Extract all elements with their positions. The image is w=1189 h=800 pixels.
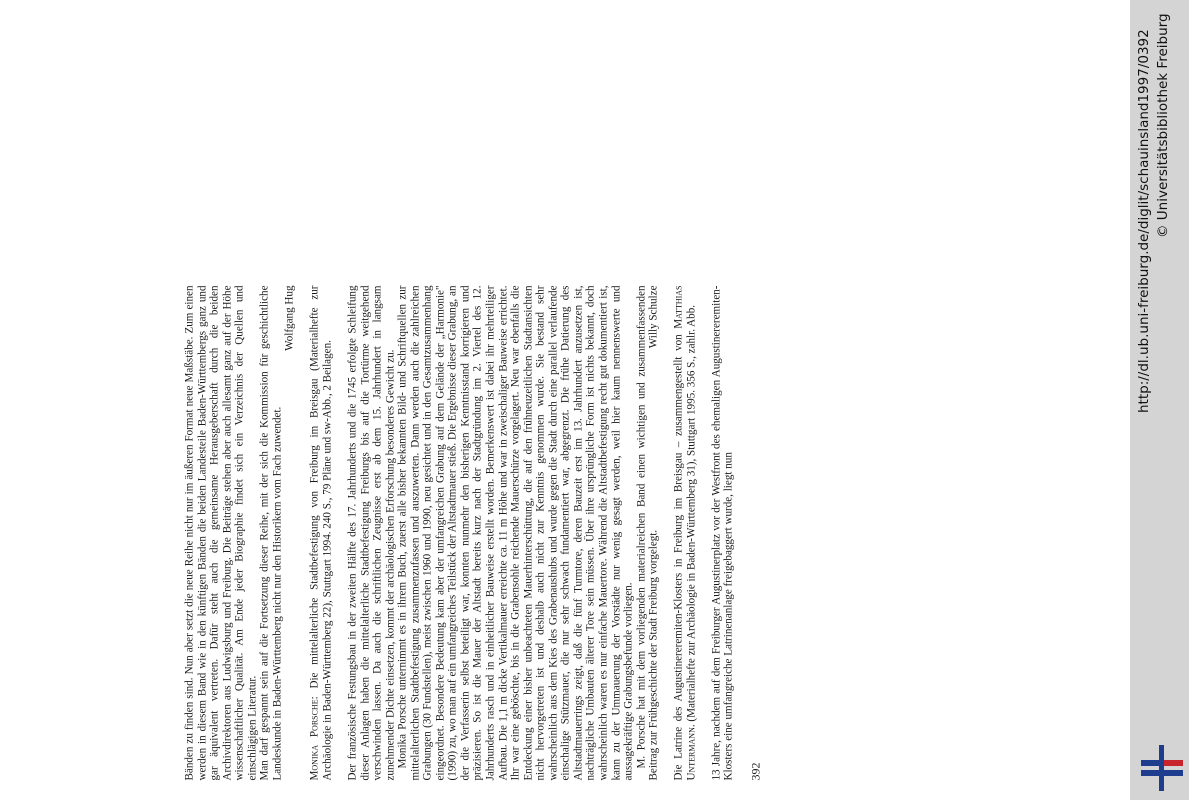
review-citation-porsche: : Die mittelalterliche Stadtbefestigung von Freiburg im Breisgau (Materialhefte zur Archäologie in Baden-Württemberg 22), Stuttgart 1994. 240 S., 79 Pläne und sw-Abb., 2 Beilagen. — [308, 285, 334, 781]
author-untermann: Matthias Untermann — [672, 285, 698, 781]
review-heading-porsche — [309, 286, 334, 781]
copyright-notice: © Universitätsbibliothek Freiburg — [1155, 13, 1171, 238]
signature-schulze: Willy Schulze — [647, 285, 660, 349]
review-heading-latrine — [673, 286, 698, 781]
paragraph-2: Man darf gespannt sein auf die Fortsetzung dieser Reihe, mit der sich die Kommission für geschichtliche Landeskunde in Baden-Württemberg nicht nur den Historikern vom Fach zuwendet. — [258, 285, 284, 781]
signature-hug: Wolfgang Hug — [283, 285, 296, 351]
author-porsche: Monika Porsche — [308, 699, 321, 781]
paragraph-1: Bänden zu finden sind. Nun aber setzt die neue Reihe nicht nur im äußeren Format neue Maßstäbe. Zum einen werden in diesem Band wie in den künftigen Bänden die beiden Landesteile Baden-Württembergs ganz und gar äquivalent vertreten. Dafür steht auch die gemeinsame Herausgeberschaft durch die beiden Archivdirektoren aus Ludwigsburg und Freiburg. Die Beiträge stehen aber auch allesamt ganz auf der Höhe wissenschaftlicher Qualität. Am Ende jeder Biographie findet sich ein Verzeichnis der Quellen und einschlägigen Literatur. — [183, 285, 259, 781]
page-number: 392 — [748, 762, 763, 781]
paragraph-porsche-summary — [635, 286, 660, 781]
rotated-text-column — [184, 286, 954, 781]
summary-text: M. Porsche hat mit dem vorliegenden materialreichen Band einen wichtigen und zusammenfassenden Beitrag zur Frühgeschichte der Stadt Freiburg vorgelegt. — [635, 285, 660, 781]
latrine-title: Die Latrine des Augustinereremiten-Klosters in Freiburg im Breisgau – zusammengestellt von — [672, 328, 685, 781]
ub-freiburg-logo-icon — [1141, 745, 1183, 791]
source-url-link[interactable]: http://dl.ub.uni-freiburg.de/diglit/schauinsland1997/0392 — [1136, 29, 1152, 413]
sidebar-text — [1130, 0, 1189, 800]
paragraph-latrine-start: 13 Jahre, nachdem auf dem Freiburger Augustinerplatz vor der Westfront des ehemaligen Augustinereremiten-Klosters eine umfangreiche Latrinenanlage freigebaggert wurde, liegt nun — [710, 285, 735, 781]
paragraph-porsche-buch: Monika Porsche unternimmt es in ihrem Buch, zuerst alle bisher bekannten Bild- und Schriftquellen zur mittelalterlichen Stadtbefestigung zusammenzufassen und auszuwerten. Dann werden auch die zahlreichen Grabungen (30 Fundstellen), meist zwischen 1960 und 1990, neu gesichtet und in den Gesamtzusammenhang eingeordnet. Besondere Bedeutung kam aber der umfangreichen Grabung auf dem Gelände der „Harmonie" (1990) zu, wo man auf ein umfangreiches Teilstück der Altstadtmauer stieß. Die Ergebnisse dieser Grabung, an der die Verfasserin selbst beteiligt war, konnten nunmehr den bisherigen Kenntnisstand korrigieren und präzisieren. So ist die Mauer der Altstadt bereits kurz nach der Stadtgründung im 2. Viertel des 12. Jahrhunderts rasch und in einheitlicher Bauweise erstellt worden. Bemerkenswert ist dabei ihr mehrteiliger Aufbau. Die 1,1 m dicke Vertikalmauer erreichte ca. 11 m Höhe und war in zweischaliger Bauweise errichtet. Ihr war eine geböschte, bis in die Grabensohle reichende Mauerschürze vorgelagert. Neu war ebenfalls die Entdeckung einer bisher unbeachteten Mauerhinterschüttung, die auf den frühneuzeitlichen Stadtansichten nicht hervorgetreten ist und deshalb auch nicht zur Kenntnis genommen wurde. Sie bestand sehr wahrscheinlich aus dem Kies des Grabenaushubs und wurde gegen die Stadt durch eine parallel verlaufende einschalige Stützmauer, die nur sehr schwach fundamentiert war, abgegrenzt. Die frühe Datierung des Altstadtmauerrings zeigt, daß die fünf Turmtore, deren Bauzeit erst im 13. Jahrhundert anzusetzen ist, nachträgliche Umbauten älterer Tore sein müssen. Über ihre ursprüngliche Form ist nichts bekannt, doch wahrscheinlich waren es nur einfache Mauertore. Während die Altstadtbefestigung recht gut dokumentiert ist, kann zu der Ummauerung der Vorstädte nur wenig gesagt werden, weil hier kaum nennenswerte und aussagekräftige Grabungsbefunde vorliegen. — [396, 285, 635, 781]
paragraph-festungsbau: Der französische Festungsbau in der zweiten Hälfte des 17. Jahrhunderts und die 1745 erfolgte Schleifung dieser Anlagen haben die mittelalterliche Stadtbefestigung Freiburgs bis auf die Tortürme weitgehend verschwinden lassen. Da auch die schriftlichen Zeugnisse erst ab dem 15. Jahrhundert in langsam zunehmender Dichte einsetzen, kommt der archäologischen Erforschung besonderes Gewicht zu. — [346, 285, 397, 781]
latrine-citation: . (Materialhefte zur Archäologie in Baden-Württemberg 31), Stuttgart 1995. 356 S., zahlr. Abb. — [685, 304, 698, 728]
